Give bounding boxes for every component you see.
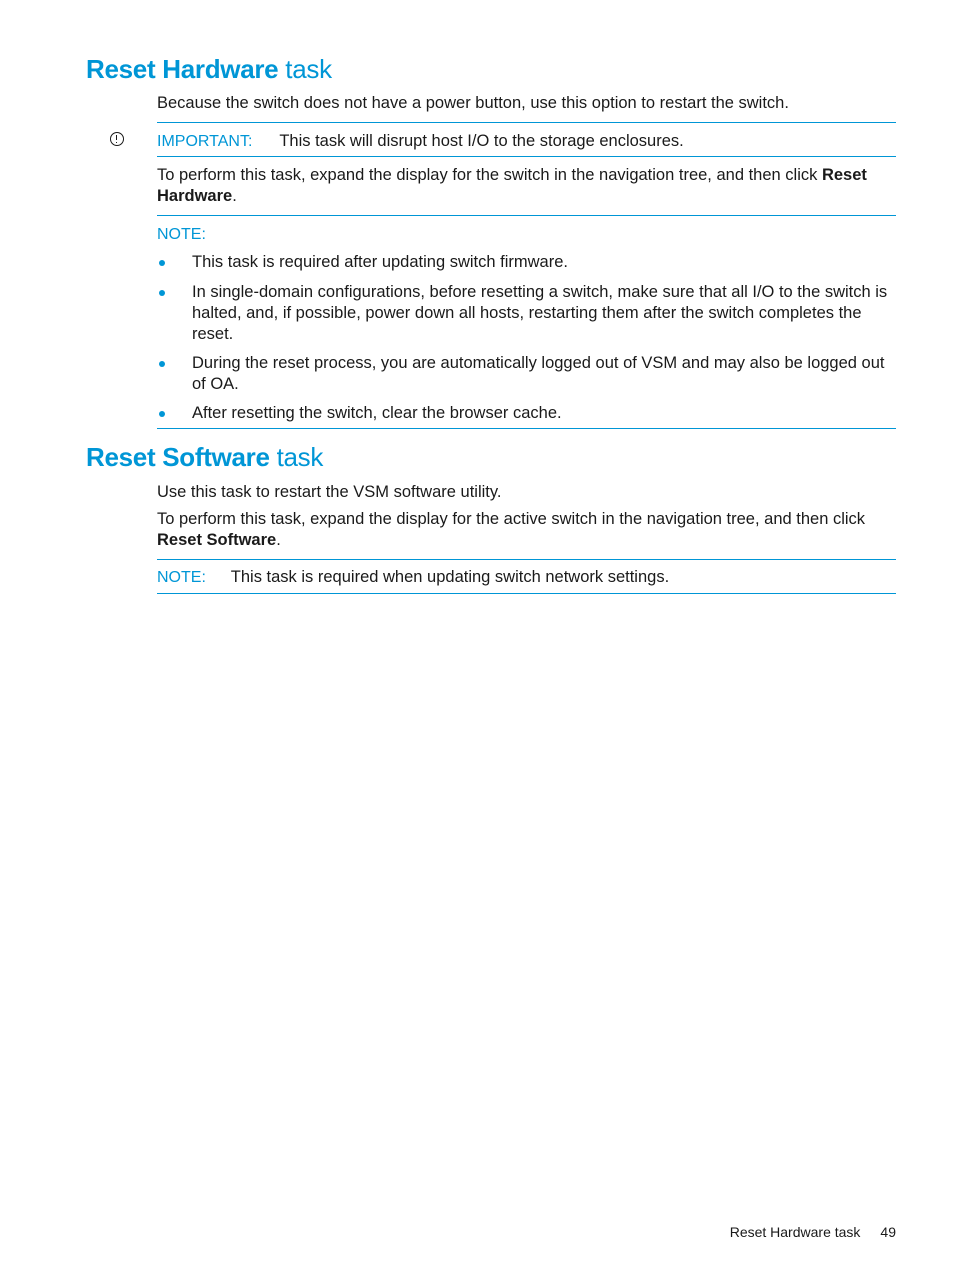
list-item: In single-domain configurations, before resetting a switch, make sure that all I/O to the switch is halted, and, if possible, power down all hosts, restarting them after the switch completes the reset. <box>157 282 897 345</box>
heading-light-part: task <box>285 54 332 84</box>
perform-text: To perform this task, expand the display for the active switch in the navigation tree, and then click <box>157 510 866 528</box>
note-top-rule <box>157 559 896 560</box>
bullet-icon <box>159 260 165 266</box>
perform-end: . <box>276 531 281 549</box>
important-bottom-rule <box>157 156 896 157</box>
list-item: During the reset process, you are automatically logged out of VSM and may also be logged out of OA. <box>157 353 897 395</box>
note-bottom-rule <box>157 593 896 594</box>
page-number: 49 <box>880 1224 896 1240</box>
note-callout <box>157 567 897 588</box>
note-label: NOTE: <box>157 226 206 243</box>
bullet-icon <box>159 361 165 367</box>
footer-running-title: Reset Hardware task <box>729 1224 861 1240</box>
heading-bold-part: Reset Hardware <box>86 54 279 84</box>
perform-paragraph <box>157 165 897 207</box>
important-callout <box>157 131 897 152</box>
note-bottom-rule <box>157 428 896 429</box>
perform-command: Reset Hardware <box>157 166 867 205</box>
bullet-icon <box>159 411 165 417</box>
bullet-icon <box>159 290 165 296</box>
note-top-rule <box>157 215 896 216</box>
page-footer <box>730 1222 896 1242</box>
note-label: NOTE: <box>157 569 206 586</box>
section-heading-reset-hardware <box>86 54 332 84</box>
important-icon <box>110 132 124 146</box>
perform-command: Reset Software <box>157 531 277 549</box>
important-label: IMPORTANT: <box>157 133 253 150</box>
section-heading-reset-software <box>86 442 323 472</box>
perform-text: To perform this task, expand the display for the switch in the navigation tree, and then click <box>157 166 822 184</box>
heading-bold-part: Reset Software <box>86 442 270 472</box>
note-label-line <box>157 224 897 245</box>
list-item: After resetting the switch, clear the browser cache. <box>157 403 897 424</box>
intro-paragraph: Use this task to restart the VSM software utility. <box>157 483 502 501</box>
perform-paragraph <box>157 509 897 551</box>
note-bullet-list <box>157 252 897 424</box>
perform-end: . <box>232 187 237 205</box>
important-text: This task will disrupt host I/O to the storage enclosures. <box>279 132 684 150</box>
note-text: This task is required when updating switch network settings. <box>230 568 670 586</box>
list-item: This task is required after updating switch firmware. <box>157 252 897 273</box>
important-top-rule <box>157 122 896 123</box>
intro-paragraph: Because the switch does not have a power button, use this option to restart the switch. <box>157 94 789 112</box>
heading-light-part: task <box>276 442 324 472</box>
